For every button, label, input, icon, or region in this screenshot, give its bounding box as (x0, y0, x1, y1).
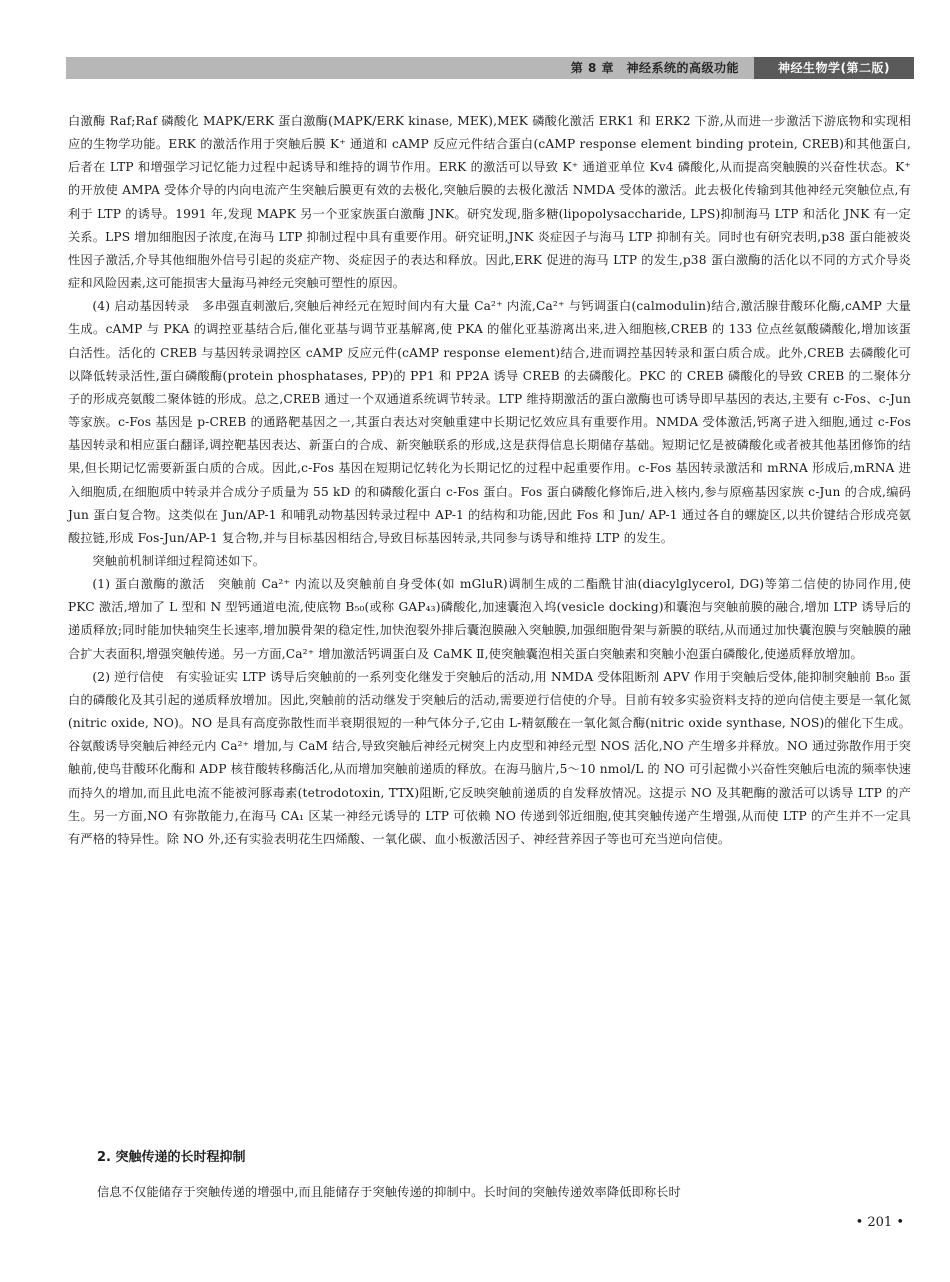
running-header (66, 57, 914, 79)
header-chapter-title: 第 8 章 神经系统的高级功能 (570, 61, 739, 75)
paragraph-retrograde-messenger: (2) 逆行信使 有实验证实 LTP 诱导后突触前的一系列变化继发于突触后的活动,用 NMDA 受体阻断剂 APV 作用于突触后受体,能抑制突触前 B₅₀ 蛋白的磷酸化及其引起的递质释放增加。因此,突触前的活动继发于突触后的活动,需要逆行信使的介导。目前有较多实验资料支持的逆向信使主要是一氧化氮(nitric oxide, NO)。NO 是具有高度弥散性而半衰期很短的一种气体分子,它由 L-精氨酸在一氧化氮合酶(nitric oxide synthase, NOS)的催化下生成。谷氨酸诱导突触后神经元内 Ca²⁺ 增加,与 CaM 结合,导致突触后神经元树突上内皮型和神经元型 NOS 活化,NO 产生增多并释放。NO 通过弥散作用于突触前,使鸟苷酸环化酶和 ADP 核苷酸转移酶活化,从而增加突触前递质的释放。在海马脑片,5～10 nmol/L 的 NO 可引起微小兴奋性突触后电流的频率快速而持久的增加,而且此电流不能被河豚毒素(tetrodotoxin, TTX)阻断,它反映突触前递质的自发释放情况。这提示 NO 及其靶酶的激活可以诱导 LTP 的产生。另一方面,NO 有弥散能力,在海马 CA₁ 区某一神经元诱导的 LTP 可依赖 NO 传递到邻近细胞,使其突触传递产生增强,从而使 LTP 的产生并不一定具有严格的特异性。除 NO 外,还有实验表明花生四烯酸、一氧化碳、血小板激活因子、神经营养因子等也可充当逆向信使。 (68, 669, 911, 846)
page-number: • 201 • (855, 1215, 904, 1230)
paragraph-continuation: 白激酶 Raf;Raf 磷酸化 MAPK/ERK 蛋白激酶(MAPK/ERK kinase, MEK),MEK 磷酸化激活 ERK1 和 ERK2 下游,从而进一步激活下游底物和实现相应的生物学功能。ERK 的激活作用于突触后膜 K⁺ 通道和 cAMP 反应元件结合蛋白(cAMP response element binding protein, CREB)和其他蛋白,后者在 LTP 和增强学习记忆能力过程中起诱导和维持的调节作用。ERK 的激活可以导致 K⁺ 通道亚单位 Kv4 磷酸化,从而提高突触膜的兴奋性状态。K⁺ 的开放使 AMPA 受体介导的内向电流产生突触后膜更有效的去极化,突触后膜的去极化激活 NMDA 受体的激活。此去极化传输到其他神经元突触位点,有利于 LTP 的诱导。1991 年,发现 MAPK 另一个亚家族蛋白激酶 JNK。研究发现,脂多糖(lipopolysaccharide, LPS)抑制海马 LTP 和活化 JNK 有一定关系。LPS 增加细胞因子浓度,在海马 LTP 抑制过程中具有重要作用。研究证明,JNK 炎症因子与海马 LTP 抑制有关。同时也有研究表明,p38 蛋白能被炎性因子激活,介导其他细胞外信号引起的炎症产物、炎症因子的表达和释放。因此,ERK 促进的海马 LTP 的发生,p38 蛋白激酶的活化以不同的方式介导炎症和风险因素,这可能损害大量海马神经元突触可塑性的原因。 (68, 114, 911, 291)
paragraph-gene-transcription: (4) 启动基因转录 多串强直刺激后,突触后神经元在短时间内有大量 Ca²⁺ 内流,Ca²⁺ 与钙调蛋白(calmodulin)结合,激活腺苷酸环化酶,cAMP 大量生成。cAMP 与 PKA 的调控亚基结合后,催化亚基与调节亚基解离,使 PKA 的催化亚基游离出来,进入细胞核,CREB 的 133 位点丝氨酸磷酸化,增加该蛋白活性。活化的 CREB 与基因转录调控区 cAMP 反应元件(cAMP response element)结合,进而调控基因转录和蛋白质合成。此外,CREB 去磷酸化可以降低转录活性,蛋白磷酸酶(protein phosphatases, PP)的 PP1 和 PP2A 诱导 CREB 的去磷酸化。PKC 的 CREB 磷酸化的导致 CREB 的二聚体分子的形成亮氨酸二聚体链的形成。总之,CREB 通过一个双通道系统调节转录。LTP 维持期激活的蛋白激酶也可诱导即早基因的表达,主要有 c-Fos、c-Jun 等家族。c-Fos 基因是 p-CREB 的通路靶基因之一,其蛋白表达对突触重建中长期记忆效应具有重要作用。NMDA 受体激活,钙离子进入细胞,通过 c-Fos 基因转录和相应蛋白翻译,调控靶基因表达、新蛋白的合成、新突触联系的形成,这是获得信息长期储存基础。短期记忆是被磷酸化或者被其他基团修饰的结果,但长期记忆需要新蛋白质的合成。因此,c-Fos 基因在短期记忆转化为长期记忆的过程中起重要作用。c-Fos 基因转录激活和 mRNA 形成后,mRNA 进入细胞质,在细胞质中转录并合成分子质量为 55 kD 的和磷酸化蛋白 c-Fos 蛋白。Fos 蛋白磷酸化修饰后,进入核内,参与原癌基因家族 c-Jun 的合成,编码 Jun 蛋白复合物。这类似在 Jun/AP-1 和哺乳动物基因转录过程中 AP-1 的结构和功能,因此 Fos 和 Jun/ AP-1 通过各自的螺旋区,以共价键结合形成亮氨酸拉链,形成 Fos-Jun/AP-1 复合物,并与目标基因相结合,导致目标基因转录,共同参与诱导和维持 LTP 的发生。 (68, 299, 911, 545)
section-heading: 2. 突触传递的长时程抑制 (97, 1150, 246, 1165)
body-text (68, 110, 911, 851)
paragraph-presynaptic-intro: 突触前机制详细过程简述如下。 (92, 553, 266, 568)
paragraph-protein-kinase: (1) 蛋白激酶的激活 突触前 Ca²⁺ 内流以及突触前自身受体(如 mGluR)调制生成的二酯酰甘油(diacylglycerol, DG)等第二信使的协同作用,使 PKC 激活,增加了 L 型和 N 型钙通道电流,使底物 B₅₀(或称 GAP₄₃)磷酸化,加速囊泡入坞(vesicle docking)和囊泡与突触前膜的融合,增加 LTP 诱导后的递质释放;同时能加快轴突生长速率,增加膜骨架的稳定性,加快泡裂外排后囊泡膜融入突触膜,加强细胞骨架与新膜的联结,从而通过加快囊泡膜与突触膜的融合扩大表面积,增强突触传递。另一方面,Ca²⁺ 增加激活钙调蛋白及 CaMK Ⅱ,使突触囊泡相关蛋白突触素和突触小泡蛋白磷酸化,使递质释放增加。 (68, 577, 911, 661)
header-book-title: 神经生物学(第二版) (754, 57, 914, 79)
paragraph-ltd-intro: 信息不仅能储存于突触传递的增强中,而且能储存于突触传递的抑制中。长时间的突触传递效率降低即称长时 (97, 1185, 681, 1199)
